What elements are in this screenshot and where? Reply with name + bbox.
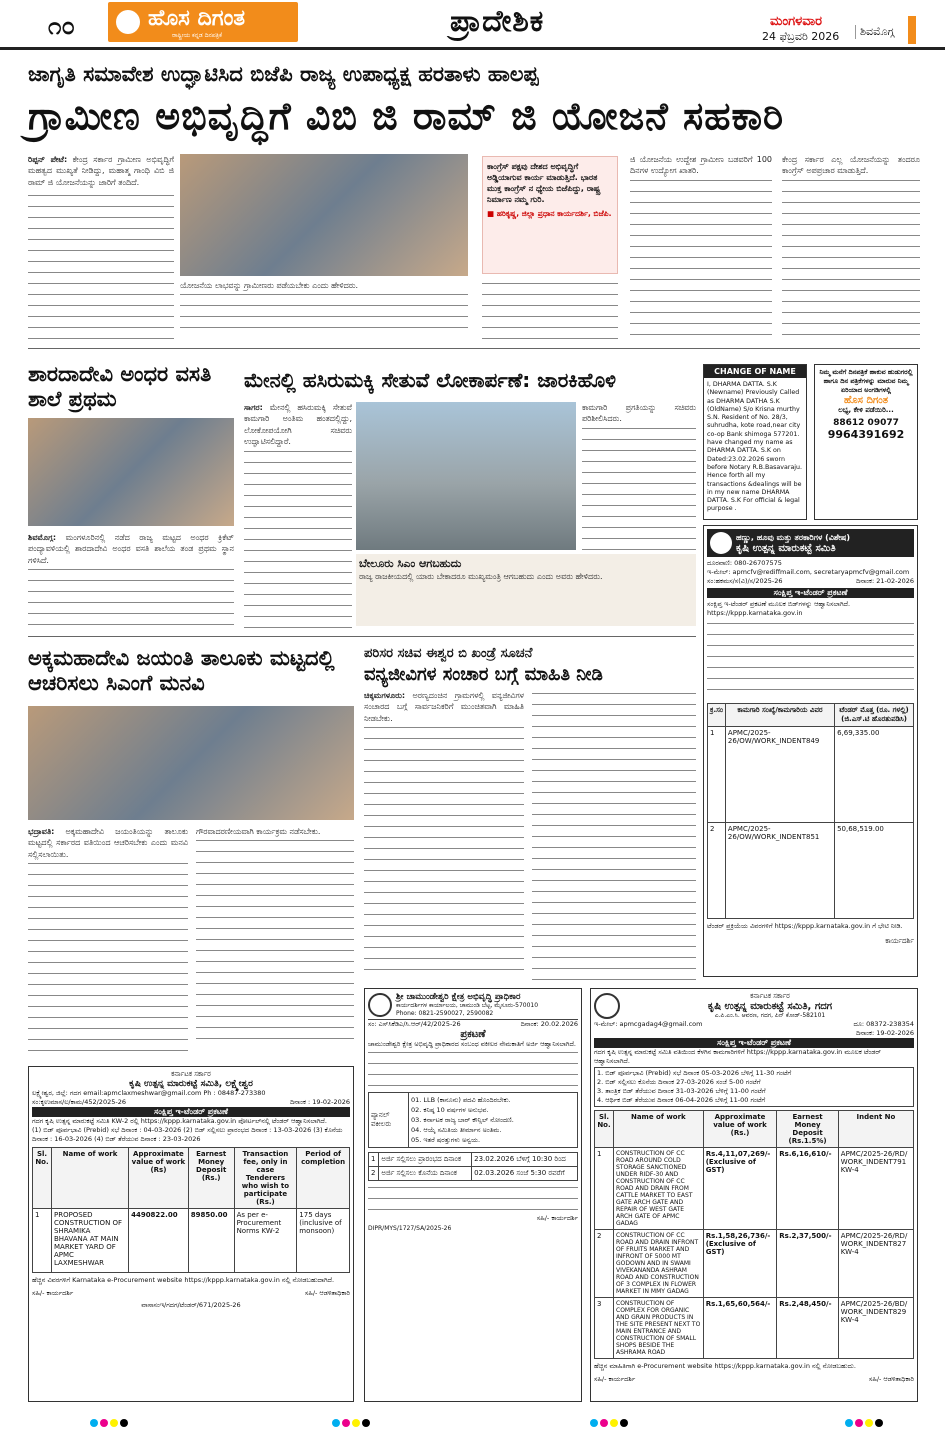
tender-chamundeshwari-lines-2 [368, 1184, 578, 1214]
lead-text-lines [28, 192, 174, 340]
tender-hopcoms-lines [707, 620, 914, 700]
table-cell: 02.03.2026 ಸಂಜೆ 5:30 ರವರೆಗೆ [472, 1167, 578, 1181]
divider [28, 348, 920, 349]
tender-gadag-table [594, 1110, 914, 1359]
story2-dateline: ಶಿವಮೊಗ್ಗ: [28, 533, 57, 542]
tender-chamundeshwari-ref-row [368, 1020, 578, 1029]
lead-photo [180, 154, 468, 276]
table-cell: APMC/2025-26/OW/WORK_INDENT851 [725, 823, 834, 919]
tender-laxmeshwar-date: ದಿನಾಂಕ : 19-02-2026 [289, 1098, 350, 1106]
tender-gadag-gov: ಕರ್ನಾಟಕ ಸರ್ಕಾರ [750, 992, 790, 1000]
table-cell: 1 [708, 727, 726, 823]
story5-text: ಅರಣ್ಯದಂಚಿನ ಗ್ರಾಮಗಳಲ್ಲಿ ವನ್ಯಜೀವಿಗಳ ಸಂಚಾರದ ಬಗ್ಗೆ ಸಾರ್ವಜನಿಕರಿಗೆ ಮುಂಚಿತವಾಗಿ ಮಾಹಿತಿ ನೀಡಬೇಕು. [364, 691, 524, 723]
edition-city: ಶಿವಮೊಗ್ಗ [855, 25, 894, 39]
registration-marks [332, 1412, 372, 1422]
tender-laxmeshwar-gov: ಕರ್ನಾಟಕ ಸರ್ಕಾರ [171, 1070, 211, 1078]
tender-gadag-title: ಸಂಕ್ಷಿಪ್ತ ಇ-ಟೆಂಡರ್ ಪ್ರಕಟಣೆ [594, 1038, 914, 1048]
table-cell: 1 [33, 1209, 52, 1273]
story4-headline: ಅಕ್ಕಮಹಾದೇವಿ ಜಯಂತಿ ತಾಲೂಕು ಮಟ್ಟದಲ್ಲಿ ಆಚರಿಸಲು ಸಿಎಂಗೆ ಮನವಿ [28, 646, 335, 696]
story5-dateline: ಚಿಕ್ಕಮಗಳೂರು: [364, 691, 406, 700]
lead-column-1 [28, 154, 174, 340]
tender-laxmeshwar-footer: ಹೆಚ್ಚಿನ ವಿವರಗಳಿಗೆ Karnataka e-Procurement website https://kppp.karnataka.gov.in ನಲ್ಲಿ ನೋಡಬಹುದಾಗಿದೆ. [32, 1276, 335, 1284]
list-item: 03. ಕರ್ನಾಟಕ ರಾಜ್ಯ ಬಾರ್ ಕೌನ್ಸಿಲ್ ನೋಂದಣಿ. [411, 1116, 514, 1124]
table-cell: 1 [369, 1153, 379, 1167]
story3-photo [356, 402, 576, 550]
list-item: 4. ಆರ್ಥಿಕ ಬಿಡ್ ತೆರೆಯುವ ದಿನಾಂಕ 06-04-2026 ಬೆಳಿಗ್ಗೆ 11-00 ಗಂಟೆಗೆ [597, 1096, 766, 1104]
col-header: Sl. No. [595, 1111, 614, 1148]
logo-emblem-icon [116, 10, 140, 34]
subscription-ad-phone-2: 9964391692 [827, 428, 905, 441]
story4-text-2: ಗೌರವಾದರಣೀಯವಾಗಿ ಕಾರ್ಯಕ್ರಮ ನಡೆಸಬೇಕು. [196, 827, 321, 836]
col-header: Sl. No. [33, 1148, 52, 1209]
tender-hopcoms-ref-row [707, 577, 914, 586]
table-row [595, 1298, 914, 1359]
paper-logo[interactable] [108, 2, 298, 42]
story3-text-2: ಕಾಮಗಾರಿ ಪ್ರಗತಿಯನ್ನು ಸಚಿವರು ಪರಿಶೀಲಿಸಿದರು. [582, 403, 696, 424]
story3-text-lines-2 [582, 425, 696, 550]
masthead [0, 0, 945, 50]
tender-gadag-sign-1: ಸಹಿ/- ಕಾರ್ಯದರ್ಶಿ [594, 1375, 636, 1383]
story2-text-lines [28, 566, 234, 628]
tender-hopcoms-intro: ಸಂಕ್ಷಿಪ್ತ ಇ-ಟೆಂಡರ್ ಪ್ರಕಟಣೆ ಮೂಲಕ ಬಿಡ್‌ಗಳನ್ನು ಆಹ್ವಾನಿಸಲಾಗಿದೆ. https://kppp.karnataka.gov.in [707, 600, 851, 617]
col-work: ಕಾಮಗಾರಿ ಸಂಖ್ಯೆ/ಕಾಮಗಾರಿಯ ವಿವರ [725, 704, 834, 727]
lead-headline: ಗ್ರಾಮೀಣ ಅಭಿವೃದ್ಧಿಗೆ ವಿಬಿ ಜಿ ರಾಮ್ ಜಿ ಯೋಜನೆ ಸಹಕಾರಿ [28, 94, 785, 138]
table-cell: 3 [595, 1298, 614, 1359]
list-item: 02. ಕನಿಷ್ಠ 10 ವರ್ಷಗಳ ಅನುಭವ. [411, 1106, 489, 1114]
list-item: 3. ತಾಂತ್ರಿಕ ಬಿಡ್ ತೆರೆಯುವ ದಿನಾಂಕ 31-03-2026 ಬೆಳಿಗ್ಗೆ 11-00 ಗಂಟೆಗೆ [597, 1087, 766, 1095]
quote-box [482, 156, 618, 274]
table-cell: 2 [369, 1167, 379, 1181]
issue-day: ಮಂಗಳವಾರ [770, 14, 823, 29]
table-cell: ಅರ್ಜಿ ಸಲ್ಲಿಸಲು ಪ್ರಾರಂಭದ ದಿನಾಂಕ [379, 1153, 472, 1167]
tender-hopcoms-signer: ಕಾರ್ಯದರ್ಶಿ [885, 937, 914, 945]
tender-gadag-address: ಎ.ಪಿ.ಎಂ.ಸಿ. ಆವರಣ, ಗದಗ, ಪಿನ್ ಕೋಡ್-582101 [714, 1012, 826, 1019]
list-item: 04. ಆಯ್ಕೆ ಸಮಿತಿಯ ತೀರ್ಮಾನ ಅಂತಿಮ. [411, 1126, 502, 1134]
registration-marks [845, 1412, 885, 1422]
col-header: Indent No [838, 1111, 913, 1148]
page-number: ೧೦ [48, 12, 75, 40]
issue-date: 24 ಫೆಬ್ರವರಿ 2026 [762, 30, 840, 43]
table-cell: Rs.2,48,450/- [777, 1298, 839, 1359]
tender-laxmeshwar-title: ಸಂಕ್ಷಿಪ್ತ ಇ-ಟೆಂಡರ್ ಪ್ರಕಟಣೆ [32, 1107, 350, 1117]
table-cell: APMC/2025-26/RD/ WORK_INDENT827 KW-4 [838, 1230, 913, 1298]
tender-gadag-email: ಇ-ಮೇಲ್: apmcgadag4@gmail.com [594, 1020, 703, 1028]
col-value: ಟೆಂಡರ್ ಮೊತ್ತ (ರೂ. ಗಳಲ್ಲಿ) (ಜಿ.ಎಸ್.ಟಿ ಹೊರತುಪಡಿಸಿ) [835, 704, 914, 727]
story5-column-1 [364, 690, 524, 980]
tender-laxmeshwar-signs [32, 1289, 350, 1298]
story4-column-2 [196, 826, 354, 1060]
table-cell: Rs.6,16,610/- [777, 1148, 839, 1230]
tender-hopcoms-email: ಇ-ಮೇಲ್: apmcfv@rediffmail.com, secretaryapmcfv@gmail.com [707, 568, 910, 576]
col-header: Period of completion [297, 1148, 350, 1209]
lead-body-2: ಯೋಜನೆಯ ಲಾಭವನ್ನು ಗ್ರಾಮೀಣರು ಪಡೆಯಬೇಕು ಎಂದು ಹೇಳಿದರು. [180, 281, 359, 290]
tender-laxmeshwar-ref-row [32, 1098, 350, 1107]
subscription-ad-cta: ಲಭ್ಯ, ಕೇಳಿ ಪಡೆಯಿರಿ... [838, 406, 894, 414]
tender-hopcoms-footer: ಟೆಂಡರ್ ಪ್ರಕ್ರಿಯೆಯ ವಿವರಗಳಿಗೆ https://kppp.karnataka.gov.in ಗೆ ಭೇಟಿ ನೀಡಿ. [707, 922, 903, 930]
change-of-name-ad [703, 364, 807, 520]
lead-column-4 [630, 154, 772, 342]
table-cell: 89850.00 [188, 1209, 234, 1273]
subscription-ad-paper: ಹೊಸ ದಿಗಂತ [843, 395, 889, 406]
tender-chamundeshwari-items [409, 1093, 577, 1147]
lead-body-3: ಜಿ ಯೋಜನೆಯ ಉದ್ದೇಶ ಗ್ರಾಮೀಣ ಬಡವರಿಗೆ 100 ದಿನಗಳ ಉದ್ಯೋಗ ಖಾತರಿ. [630, 155, 772, 176]
story3-column-2 [582, 402, 696, 550]
story2-body [28, 532, 234, 628]
paper-name: ಹೊಸ ದಿಗಂತ [148, 6, 246, 31]
story2-photo [28, 418, 234, 526]
story3-inset-body: ರಾಜ್ಯ ರಾಜಕೀಯದಲ್ಲಿ ಯಾರು ಬೇಕಾದರೂ ಮುಖ್ಯಮಂತ್ರಿ ಆಗಬಹುದು ಎಂದು ಅವರು ಹೇಳಿದರು. [359, 572, 603, 581]
change-of-name-title: CHANGE OF NAME [704, 365, 806, 378]
table-cell: ಅರ್ಜಿ ಸಲ್ಲಿಸಲು ಕೊನೆಯ ದಿನಾಂಕ [379, 1167, 472, 1181]
col-header: Approximate value of work (Rs.) [703, 1111, 777, 1148]
seal-icon [368, 993, 392, 1017]
tender-chamundeshwari-sign: ಸಹಿ/- ಕಾರ್ಯದರ್ಶಿ [536, 1214, 578, 1222]
section-title: ಪ್ರಾದೇಶಿಕ [450, 4, 545, 39]
list-item: 1. ಬಿಡ್ ಪೂರ್ವಭಾವಿ (Prebid) ಸಭೆ ದಿನಾಂಕ 05-03-2026 ಬೆಳಿಗ್ಗೆ 11-30 ಗಂಟೆಗೆ [597, 1069, 792, 1077]
tender-chamundeshwari-label: ಪ್ಯಾನಲ್ ವಕೀಲರು [369, 1093, 409, 1147]
lead-column-2 [180, 280, 468, 342]
story3-text: ಮೇನಲ್ಲಿ ಹಸಿರುಮಕ್ಕಿ ಸೇತುವೆ ಕಾಮಗಾರಿ ಅಂತಿಮ ಹಂತದಲ್ಲಿದ್ದು, ಲೋಕೋಪಯೋಗಿ ಸಚಿವರು ಉದ್ಘಾಟಿಸಲಿದ್ದಾರೆ. [244, 403, 352, 447]
table-cell: 175 days (inclusive of monsoon) [297, 1209, 350, 1273]
story5-headline: ಪರಿಸರ ಸಚಿವ ಈಶ್ವರ ಬಿ ಖಂಡ್ರೆ ಸೂಚನೆ [364, 646, 533, 661]
table-cell: Rs.2,37,500/- [777, 1230, 839, 1298]
quote-text: ಕಾಂಗ್ರೆಸ್ ಪಕ್ಷವು ದೇಶದ ಅಭಿವೃದ್ಧಿಗೆ ಅಡ್ಡಿಯಾಗುವ ಕಾರ್ಯ ಮಾಡುತ್ತಿದೆ. ಭಾರತ ಮುಕ್ತ ಕಾಂಗ್ರೆಸ್ ನ ಧ್ಯೇಯ ಬಿಜೆಪಿದ್ದು, ರಾಷ್ಟ್ರ ನಿರ್ಮಾಣ ನಮ್ಮ ಗುರಿ. [487, 162, 601, 204]
tender-gadag-dates [594, 1067, 914, 1107]
tender-hopcoms-title: ಸಂಕ್ಷಿಪ್ತ ಇ-ಟೆಂಡರ್ ಪ್ರಕಟಣೆ [707, 588, 914, 598]
lead-column-5 [782, 154, 920, 342]
tender-gadag-sign-2: ಸಹಿ/- ಆಡಳಿತಾಧಿಕಾರಿ [868, 1375, 914, 1383]
story3-dateline: ಸಾಗರ: [244, 403, 263, 412]
tender-gadag-footer: ಹೆಚ್ಚಿನ ಮಾಹಿತಿಗಾಗಿ e-Procurement website https://kppp.karnataka.gov.in ನಲ್ಲಿ ನೋಡಬಹುದು. [594, 1362, 856, 1370]
col-header: Transaction fee, only in case Tenderers who wish to participate (Rs.) [234, 1148, 297, 1209]
table-cell: 2 [708, 823, 726, 919]
table-cell: APMC/2025-26/BD/ WORK_INDENT829 KW-4 [838, 1298, 913, 1359]
tender-laxmeshwar-sign-1: ಸಹಿ/- ಕಾರ್ಯದರ್ಶಿ [32, 1289, 74, 1297]
col-header: Earnest Money Deposit (Rs.1.5%) [777, 1111, 839, 1148]
story3-inset [356, 554, 696, 626]
tender-chamundeshwari-address: ಕಾರ್ಯದರ್ಶಿಗಳ ಕಾರ್ಯಾಲಯ, ಚಾಮುಂಡಿ ಬೆಟ್ಟ, ಮೈಸೂರು-570010 [396, 1002, 539, 1009]
table-cell: Rs.1,65,60,564/- [703, 1298, 777, 1359]
paper-tagline: ರಾಷ್ಟ್ರೀಯ ಕನ್ನಡ ದಿನಪತ್ರಿಕೆ [172, 32, 223, 39]
registration-marks [90, 1412, 130, 1422]
table-row [595, 1148, 914, 1230]
story5-column-2 [532, 690, 696, 980]
tender-laxmeshwar-contact: ಲಕ್ಷ್ಮೇಶ್ವರ, ಜಿಲ್ಲೆ: ಗದಗ email:apmclaxmeshwar@gmail.com Ph : 08487-273380 [32, 1089, 266, 1097]
tender-chamundeshwari-intro: ಚಾಮುಂಡೇಶ್ವರಿ ಕ್ಷೇತ್ರ ಅಭಿವೃದ್ಧಿ ಪ್ರಾಧಿಕಾರದ ಸಂಬಂಧ ವಕೀಲರ ನೇಮಕಾತಿಗೆ ಅರ್ಜಿ ಆಹ್ವಾನಿಸಲಾಗಿದೆ. [368, 1040, 576, 1048]
table-cell: PROPOSED CONSTRUCTION OF SHRAMIKA BHAVANA AT MAIN MARKET YARD OF APMC LAXMESHWAR [51, 1209, 128, 1273]
tender-gadag-date: ದಿನಾಂಕ: 19-02-2026 [856, 1029, 914, 1037]
tender-hopcoms-org1: ಹಣ್ಣು, ಹೂವು ಮತ್ತು ತರಕಾರಿಗಳ (ವಿಶೇಷ) [736, 532, 851, 542]
tender-gadag-intro: ಗದಗ ಕೃಷಿ ಉತ್ಪನ್ನ ಮಾರುಕಟ್ಟೆ ಸಮಿತಿ ವತಿಯಿಂದ ಕೆಳಗಿನ ಕಾಮಗಾರಿಗಳಿಗೆ https://kppp.karnataka.gov.in ಮೂಲಕ ಟೆಂಡರ್ ಆಹ್ವಾನಿಸಲಾಗಿದೆ. [594, 1048, 881, 1065]
table-cell: 1 [595, 1148, 614, 1230]
story3-inset-title: ಬೇಲೂರು ಸಿಎಂ ಆಗಬಹುದು [359, 557, 462, 570]
tender-chamundeshwari-title: ಪ್ರಕಟಣೆ [460, 1029, 486, 1040]
lead-body-4: ಕೇಂದ್ರ ಸರ್ಕಾರ ಎಲ್ಲ ಯೋಜನೆಯನ್ನು ತಂದರೂ ಕಾಂಗ್ರೆಸ್ ಅಪಪ್ರಚಾರ ಮಾಡುತ್ತಿದೆ. [782, 155, 920, 176]
tender-laxmeshwar-table [32, 1147, 350, 1273]
tender-gadag-signs [594, 1375, 914, 1384]
quote-attribution: ■ ಹರಿಕೃಷ್ಣ, ಜಿಲ್ಲಾ ಪ್ರಧಾನ ಕಾರ್ಯದರ್ಶಿ, ಬಿಜೆಪಿ. [487, 209, 612, 218]
story4-text: ಅಕ್ಕಮಹಾದೇವಿ ಜಯಂತಿಯನ್ನು ತಾಲೂಕು ಮಟ್ಟದಲ್ಲಿ ಸರ್ಕಾರದ ವತಿಯಿಂದ ಆಚರಿಸಬೇಕು ಎಂದು ಮನವಿ ಸಲ್ಲಿಸಲಾಯಿತು. [28, 827, 188, 859]
lead-text-lines-5 [782, 177, 920, 337]
table-cell: CONSTRUCTION OF CC ROAD AND DRAIN INFRONT OF FRUITS MARKET AND INFRONT OF 5000 MT GODOWN AND IN SWAMI VIVEKANANDA ASHRAM ROAD AND CONSTRUCTION OF 3 COMPLEX IN FLOWER MARKET IN MMY GADAG [614, 1230, 704, 1298]
table-cell: 4490822.00 [129, 1209, 189, 1273]
list-item: 01. LLB (ಕಾನೂನು) ಪದವಿ ಹೊಂದಿರಬೇಕು. [411, 1096, 511, 1104]
list-item: 2. ಬಿಡ್ ಸಲ್ಲಿಸಲು ಕೊನೆಯ ದಿನಾಂಕ 27-03-2026 ಸಂಜೆ 5-00 ಗಂಟೆಗೆ [597, 1078, 761, 1086]
table-cell: Rs.4,11,07,269/- (Exclusive of GST) [703, 1148, 777, 1230]
table-cell: CONSTRUCTION OF CC ROAD AROUND COLD STORAGE SANCTIONED UNDER RIDF-30 AND CONSTRUCTION OF CC ROAD AND DRAIN FROM CATTLE MARKET TO EAST GATE ARCH GATE AND REPAIR OF WEST GATE ARCH GATE OF APMC GADAG [614, 1148, 704, 1230]
table-cell: Rs.1,58,26,736/- (Exclusive of GST) [703, 1230, 777, 1298]
tender-chamundeshwari-header [368, 992, 578, 1020]
table-cell: APMC/2025-26/RD/ WORK_INDENT791 KW-4 [838, 1148, 913, 1230]
table-cell: APMC/2025-26/OW/WORK_INDENT849 [725, 727, 834, 823]
story5-text-lines [364, 724, 524, 980]
col-header: Name of work [614, 1111, 704, 1148]
tender-hopcoms-header [707, 529, 914, 557]
tender-hopcoms-date: ದಿನಾಂಕ: 21-02-2026 [856, 577, 914, 585]
registration-marks [590, 1412, 630, 1422]
tender-hopcoms-org2: ಕೃಷಿ ಉತ್ಪನ್ನ ಮಾರುಕಟ್ಟೆ ಸಮಿತಿ [736, 542, 836, 554]
table-cell: CONSTRUCTION OF COMPLEX FOR ORGANIC AND GRAIN PRODUCTS IN THE SITE PRESENT NEXT TO MAIN ENTRANCE AND CONSTRUCTION OF SMALL SHOPS BESIDE THE ASHRAMA ROAD [614, 1298, 704, 1359]
col-no: ಕ್ರ.ಸಂ [708, 704, 726, 727]
tender-chamundeshwari-dipr: DIPR/MYS/1727/SA/2025-26 [368, 1225, 452, 1232]
emblem-icon [710, 532, 732, 554]
story4-text-lines [28, 860, 188, 1060]
tender-gadag [590, 988, 918, 1402]
divider [28, 636, 696, 637]
table-cell: 2 [595, 1230, 614, 1298]
story4-photo [28, 706, 354, 820]
tender-chamundeshwari-org: ಶ್ರೀ ಚಾಮುಂಡೇಶ್ವರಿ ಕ್ಷೇತ್ರ ಅಭಿವೃದ್ಧಿ ಪ್ರಾಧಿಕಾರ [396, 992, 521, 1002]
table-cell: 50,68,519.00 [835, 823, 914, 919]
tender-gadag-contact [594, 1020, 914, 1029]
table-cell: 6,69,335.00 [835, 727, 914, 823]
table-cell: As per e-Procurement Norms KW-2 [234, 1209, 297, 1273]
subscription-ad-text: ನಿಮ್ಮ ಮನೆಗೆ ದಿನಪತ್ರಿಕೆ ಹಾಕುವ ಹುಡುಗರಲ್ಲಿ ಹಾಗೂ ದಿನ ಪತ್ರಿಕೆಗಳನ್ನು ಮಾರುವ ನಿಮ್ಮ ಏರಿಯಾದ ಅಂಗಡಿಗಳಲ್ಲಿ [819, 368, 913, 394]
story4-column-1 [28, 826, 188, 1060]
story2-headline: ಶಾರದಾದೇವಿ ಅಂಧರ ವಸತಿ ಶಾಲೆ ಪ್ರಥಮ [28, 362, 212, 412]
lead-text-lines-4 [630, 177, 772, 337]
tender-gadag-org: ಕೃಷಿ ಉತ್ಪನ್ನ ಮಾರುಕಟ್ಟೆ ಸಮಿತಿ, ಗದಗ [707, 1001, 833, 1012]
story5-headline-2: ವನ್ಯಜೀವಿಗಳ ಸಂಚಾರ ಬಗ್ಗೆ ಮಾಹಿತಿ ನೀಡಿ [364, 664, 603, 685]
table-cell: 23.02.2026 ಬೆಳಿಗ್ಗೆ 10:30 ರಿಂದ [472, 1153, 578, 1167]
tender-laxmeshwar-intro: ಗದಗ ಕೃಷಿ ಉತ್ಪನ್ನ ಮಾರುಕಟ್ಟೆ ಸಮಿತಿ KW-2 ರಲ್ಲಿ https://kppp.karnataka.gov.in ಪೋರ್ಟಲ್‌ನಲ್ಲಿ ಟೆಂಡರ್ ಆಹ್ವಾನಿಸಲಾಗಿದೆ. [32, 1117, 327, 1125]
change-of-name-body: I, DHARMA DATTA. S.K (Newname) Previously Called as DHARMA DATHA S.K (OldName) S/o Krisna murthy S.N. Resident of No. 28/3, suhrudha, kote road,near city co-op Bank shimoga 577201. have changed my name as DHARMA DATTA. S.K on Dated:23.02.2026 sworn before Notary R.B.Basavaraju. Hence forth all my transactions &dealings will be in my new name DHARMA DATTA. S.K For official & legal purpose . [707, 381, 803, 513]
story2-text: ಮಂಗಳೂರಿನಲ್ಲಿ ನಡೆದ ರಾಜ್ಯ ಮಟ್ಟದ ಅಂಧರ ಕ್ರಿಕೆಟ್ ಪಂದ್ಯಾವಳಿಯಲ್ಲಿ ಶಾರದಾದೇವಿ ಅಂಧರ ವಸತಿ ಶಾಲೆಯ ತಂಡ ಪ್ರಥಮ ಸ್ಥಾನ ಗಳಿಸಿದೆ. [28, 533, 234, 565]
col-header: Approximate value of work (Rs) [129, 1148, 189, 1209]
lead-body-1: ಕೇಂದ್ರ ಸರ್ಕಾರ ಗ್ರಾಮೀಣ ಅಭಿವೃದ್ಧಿಗೆ ಮಹತ್ವದ ಮುಖ್ಯತೆ ನೀಡಿದ್ದು, ಮಹಾತ್ಮ ಗಾಂಧಿ ವಿಬಿ ಜಿ ರಾಮ್ ಜಿ ಯೋಜನೆಯನ್ನು ಜಾರಿಗೆ ತಂದಿದೆ. [28, 155, 174, 187]
lead-column-3 [482, 280, 618, 342]
story5-text-lines-2 [532, 690, 696, 980]
tender-hopcoms-phone: ದೂರವಾಣಿ: 080-26707575 [707, 559, 782, 567]
tender-chamundeshwari-schedule [368, 1152, 578, 1181]
tender-laxmeshwar [28, 1066, 354, 1402]
story3-column-1 [244, 402, 352, 628]
lead-text-lines-2 [180, 291, 468, 335]
story4-text-lines-2 [196, 837, 354, 1047]
story3-text-lines [244, 448, 352, 628]
subscription-ad[interactable] [814, 364, 918, 520]
tender-chamundeshwari [364, 988, 582, 1402]
lead-subheadline: ಜಾಗೃತಿ ಸಮಾವೇಶ ಉದ್ಘಾಟಿಸಿದ ಬಿಜೆಪಿ ರಾಜ್ಯ ಉಪಾಧ್ಯಕ್ಷ ಹರತಾಳು ಹಾಲಪ್ಪ [28, 62, 539, 86]
tender-laxmeshwar-dipr: ವಾಸಾಸಂಇ/ಗದಗ/ಟೆಂಡರ್/671/2025-26 [141, 1301, 241, 1309]
tender-hopcoms [703, 525, 918, 977]
tender-chamundeshwari-lines [368, 1049, 578, 1089]
table-row [595, 1230, 914, 1298]
tender-chamundeshwari-date: ದಿನಾಂಕ: 20.02.2026 [520, 1020, 578, 1028]
tender-laxmeshwar-org: ಕೃಷಿ ಉತ್ಪನ್ನ ಮಾರುಕಟ್ಟೆ ಸಮಿತಿ, ಲಕ್ಷ್ಮೇಶ್ವರ [129, 1079, 253, 1089]
col-header: Name of work [51, 1148, 128, 1209]
col-header: Earnest Money Deposit (Rs.) [188, 1148, 234, 1209]
list-item: 05. ಇತರೆ ಷರತ್ತುಗಳು ಅನ್ವಯ. [411, 1136, 481, 1144]
tender-laxmeshwar-ref: ಸಂ:ಕೃಉಮಾಸ/ಲ/ಕಾಮ/452/2025-26 [32, 1098, 126, 1106]
tender-laxmeshwar-sign-2: ಸಹಿ/- ಆಡಳಿತಾಧಿಕಾರಿ [304, 1289, 350, 1297]
lead-dateline: ರಿಪ್ಪನ್ ಪೇಟೆ: [28, 155, 68, 164]
tender-gadag-phone: ದೂ: 08372-238354 [853, 1020, 914, 1028]
tender-hopcoms-ref: ಸಂ:ಹಕಮಸ/ಸ(ವಿ)/ಸ/2025-26 [707, 577, 783, 585]
story4-dateline: ಭದ್ರಾವತಿ: [28, 827, 55, 836]
tender-hopcoms-table [707, 703, 914, 919]
story3-headline: ಮೇನಲ್ಲಿ ಹಸಿರುಮಕ್ಕಿ ಸೇತುವೆ ಲೋಕಾರ್ಪಣೆ: ಜಾರಕಿಹೊಳಿ [244, 368, 616, 392]
subscription-ad-phone-1: 88612 09077 [833, 418, 899, 428]
tender-laxmeshwar-schedule: (1) ಬಿಡ್ ಪೂರ್ವಭಾವಿ (Prebid) ಸಭೆ ದಿನಾಂಕ : 04-03-2026 (2) ಬಿಡ್ ಸಲ್ಲಿಸಲು ಪ್ರಾರಂಭದ ದಿನಾಂಕ : 13-03-2026 (3) ಕೊನೆಯ ದಿನಾಂಕ : 16-03-2026 (4) ಬಿಡ್ ತೆರೆಯುವ ದಿನಾಂಕ : 23-03-2026 [32, 1126, 343, 1143]
color-ribbon [908, 16, 916, 44]
tender-chamundeshwari-criteria [368, 1092, 578, 1148]
tender-gadag-header [594, 992, 914, 1020]
tender-chamundeshwari-ref: ಸಂ: ಎಸ್‌ಸಿಕೆಡಿಎ/ಸಿ.ಆರ್/42/2025-26 [368, 1020, 461, 1028]
lead-text-lines-3 [482, 280, 618, 342]
emblem-icon [594, 993, 620, 1019]
tender-chamundeshwari-phone: Phone: 0821-2590027, 2590082 [396, 1010, 494, 1017]
